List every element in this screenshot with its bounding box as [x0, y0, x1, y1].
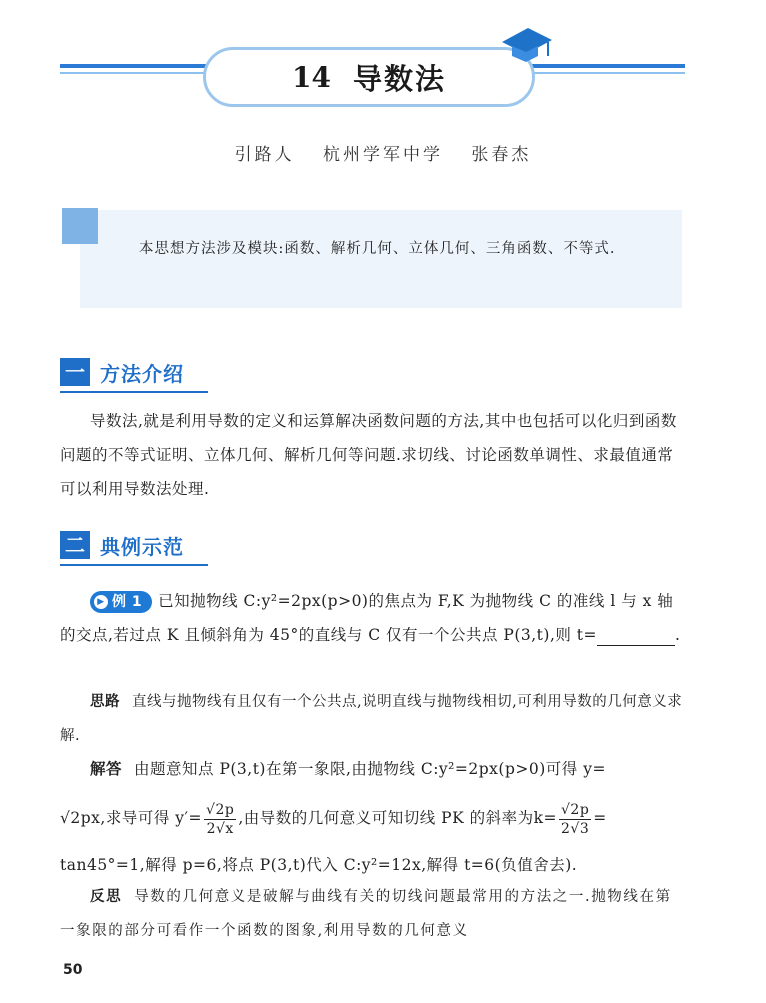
chapter-title-box	[203, 47, 535, 107]
section-number: 一	[60, 358, 90, 386]
author-name: 张春杰	[471, 145, 532, 165]
header-stripe-left	[60, 64, 210, 68]
answer-text-1: 由题意知点 P(3,t)在第一象限,由抛物线 C:y²=2px(p>0)可得 y=	[134, 760, 606, 778]
fraction-derivative: $\frac{√2p}{2√x}$	[206, 801, 235, 837]
answer-label: 解答	[90, 760, 123, 778]
author-role: 引路人	[234, 145, 295, 165]
idea-label: 思路	[90, 694, 120, 710]
example1-idea	[60, 685, 685, 753]
problem-text: 已知抛物线 C:y²=2px(p>0)的焦点为 F,K 为抛物线 C 的准线 l 与 x 轴的交点,若过点 K 且倾斜角为 45°的直线与 C 仅有一个公共点 P(3,t),则 t=	[60, 592, 674, 644]
reflect-label: 反思	[90, 889, 123, 905]
reflect-text: 导数的几何意义是破解与曲线有关的切线问题最常用的方法之一.抛物线在第一象限的部分可看作一个函数的图象,利用导数的几何意义	[60, 889, 672, 939]
answer-sqrt: √2px	[60, 809, 101, 827]
section-number: 二	[60, 531, 90, 559]
section-label: 典例示范	[100, 535, 184, 559]
header-stripe-right-thin	[530, 72, 685, 74]
page-number: 50	[63, 962, 83, 978]
section-label: 方法介绍	[100, 362, 184, 386]
example1-answer-line1	[60, 752, 685, 786]
section-underline	[60, 564, 208, 566]
chapter-title: 导数法	[352, 61, 446, 96]
method-paragraph: 导数法,就是利用导数的定义和运算解决函数问题的方法,其中也包括可以化归到函数问题的不等式证明、立体几何、解析几何等问题.求切线、讨论函数单调性、求最值通常可以利用导数法处理.	[60, 412, 677, 498]
example1-reflection	[60, 880, 685, 948]
example-badge: ▶ 例 1	[90, 591, 152, 613]
section-underline	[60, 391, 208, 393]
answer-blank	[597, 627, 675, 646]
answer-text-3: ,由导数的几何意义可知切线 PK 的斜率为k=	[238, 809, 557, 827]
example1-answer-line3: tan45°=1,解得 p=6,将点 P(3,t)代入 C:y²=12x,解得 t=6(负值舍去).	[60, 856, 578, 874]
note-corner-decoration	[62, 208, 98, 244]
graduation-cap-icon	[498, 22, 554, 66]
author-line	[0, 140, 766, 165]
chapter-number: 14	[292, 60, 331, 94]
example1-answer-line2: √2px,求导可得 y′= $\frac{√2p}{2√x}$ ,由导数的几何意义可知切线 PK 的斜率为k= $\frac{√2p}{2√3}$ =	[60, 801, 607, 837]
answer-text-2: ,求导可得 y′=	[100, 809, 203, 827]
play-icon: ▶	[94, 595, 108, 609]
fraction-slope: $\frac{√2p}{2√3}$	[561, 801, 590, 837]
example1-problem: ▶ 例 1 已知抛物线 C:y²=2px(p>0)的焦点为 F,K 为抛物线 C 的准线 l 与 x 轴的交点,若过点 K 且倾斜角为 45°的直线与 C 仅有一个公共点 P(3,t),则 t= .	[60, 592, 681, 644]
section-heading-examples	[60, 531, 210, 565]
author-school: 杭州学军中学	[323, 145, 443, 165]
intro-note-text: 本思想方法涉及模块:函数、解析几何、立体几何、三角函数、不等式.	[139, 241, 616, 257]
idea-text: 直线与抛物线有且仅有一个公共点,说明直线与抛物线相切,可利用导数的几何意义求解.	[60, 694, 683, 744]
section-heading-method	[60, 358, 210, 392]
header-stripe-left-thin	[60, 72, 210, 74]
